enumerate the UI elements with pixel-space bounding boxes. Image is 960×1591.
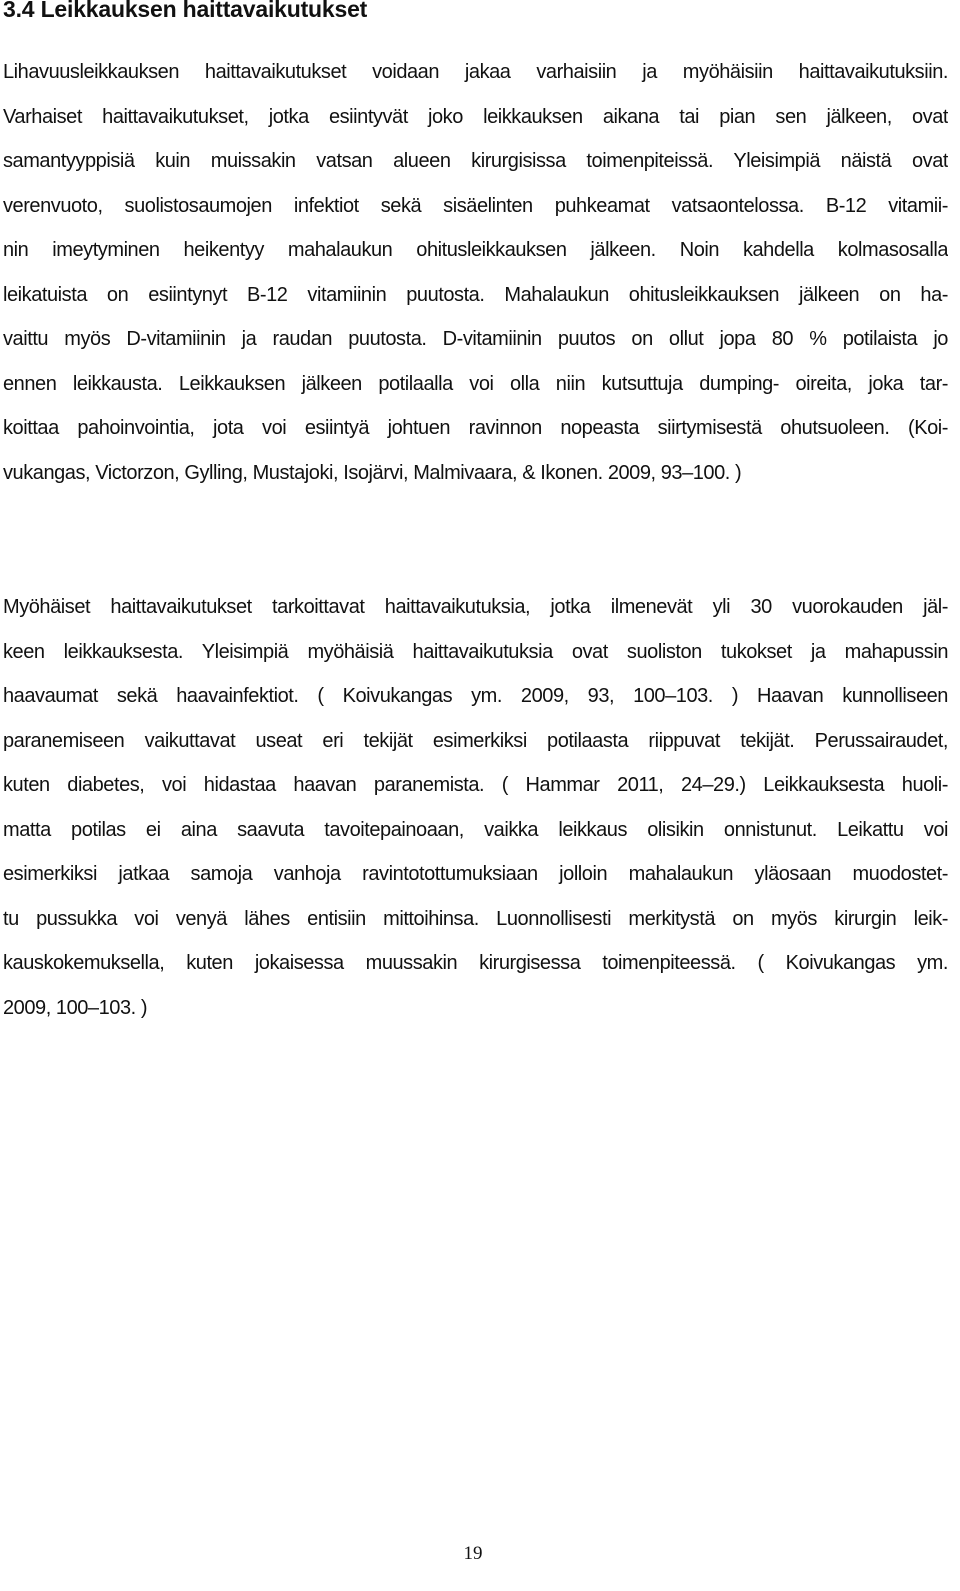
text-line: leikatuista on esiintynyt B-12 vitamiinin puutosta. Mahalaukun ohitusleikkauksen jälkeen on ha-	[3, 283, 948, 306]
text-line: Myöhäiset haittavaikutukset tarkoittavat haittavaikutuksia, jotka ilmenevät yli 30 vuorokauden jäl-	[3, 596, 948, 618]
page-number: 19	[463, 1543, 483, 1564]
text-line: 2009, 100–103. )	[3, 996, 148, 1019]
text-line: nin imeytyminen heikentyy mahalaukun ohitusleikkauksen jälkeen. Noin kahdella kolmasosalla	[3, 239, 948, 261]
text-line: matta potilas ei aina saavuta tavoitepainoaan, vaikka leikkaus olisikin onnistunut. Leikattu voi	[3, 818, 948, 841]
paragraph-late-side-effects	[3, 585, 948, 1030]
section-heading: 3.4 Leikkauksen haittavaikutukset	[3, 0, 368, 22]
text-line: kauskokemuksella, kuten jokaisessa muussakin kirurgisessa toimenpiteessä. ( Koivukangas ym.	[3, 952, 948, 974]
text-line: koittaa pahoinvointia, jota voi esiintyä johtuen ravinnon nopeasta siirtymisestä ohutsuoleen. (Koi-	[3, 417, 948, 439]
text-line: ennen leikkausta. Leikkauksen jälkeen potilaalla voi olla niin kutsuttuja dumping- oireita, joka tar-	[3, 372, 948, 395]
text-line: samantyyppisiä kuin muissakin vatsan alueen kirurgisissa toimenpiteissä. Yleisimpiä näistä ovat	[3, 150, 948, 172]
text-line: haavaumat sekä haavainfektiot. ( Koivukangas ym. 2009, 93, 100–103. ) Haavan kunnolliseen	[3, 685, 948, 707]
text-line: Varhaiset haittavaikutukset, jotka esiintyvät joko leikkauksen aikana tai pian sen jälkeen, ovat	[3, 105, 948, 128]
text-line: esimerkiksi jatkaa samoja vanhoja ravintotottumuksiaan jolloin mahalaukun yläosaan muodostet-	[3, 863, 948, 885]
text-line: kuten diabetes, voi hidastaa haavan paranemista. ( Hammar 2011, 24–29.) Leikkauksesta huoli-	[3, 774, 948, 796]
text-line: verenvuoto, suolistosaumojen infektiot sekä sisäelinten puhkeamat vatsaontelossa. B-12 vitamii-	[3, 194, 948, 217]
text-line: vukangas, Victorzon, Gylling, Mustajoki, Isojärvi, Malmivaara, & Ikonen. 2009, 93–100. )	[3, 461, 742, 484]
paragraph-early-side-effects	[3, 50, 948, 495]
text-line: paranemiseen vaikuttavat useat eri tekijät esimerkiksi potilaasta riippuvat tekijät. Perussairaudet,	[3, 729, 948, 752]
text-line: keen leikkauksesta. Yleisimpiä myöhäisiä haittavaikutuksia ovat suoliston tukokset ja mahapussin	[3, 640, 948, 663]
text-line: vaittu myös D-vitamiinin ja raudan puutosta. D-vitamiinin puutos on ollut jopa 80 % potilaista jo	[3, 328, 948, 350]
text-line: tu pussukka voi venyä lähes entisiin mittoihinsa. Luonnollisesti merkitystä on myös kirurgin leik-	[3, 907, 948, 930]
text-line: Lihavuusleikkauksen haittavaikutukset voidaan jakaa varhaisiin ja myöhäisiin haittavaikutuksiin.	[3, 61, 948, 83]
